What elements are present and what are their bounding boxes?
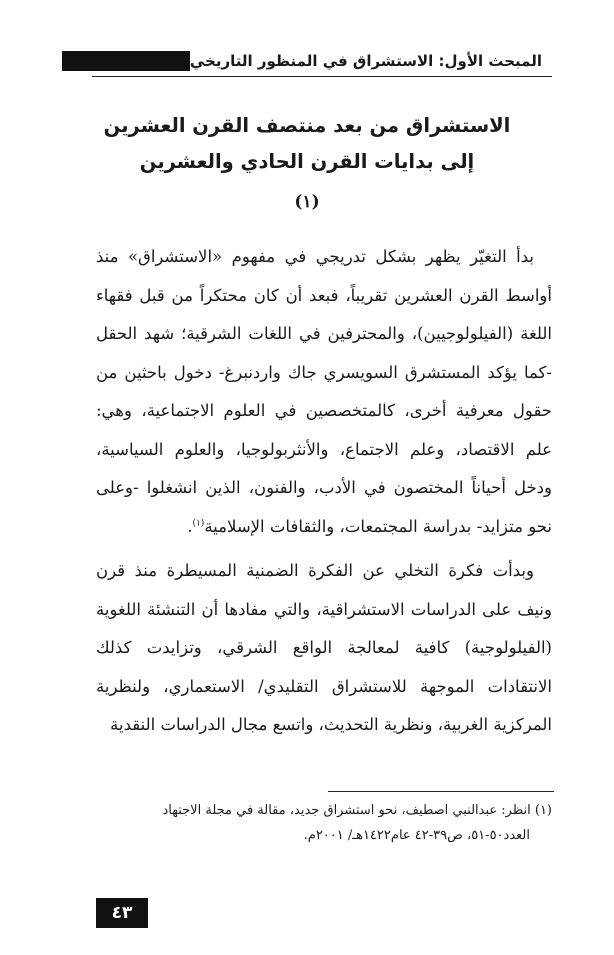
paragraph-1 (96, 238, 552, 546)
header-black-bar (62, 51, 190, 71)
paragraph-1-text: بدأ التغيّر يظهر بشكل تدريجي في مفهوم «الاستشراق» منذ أواسط القرن العشرين تقريباً، فبعد أن كان محتكراً من قبل فقهاء اللغة (الفيلولوجيين)، والمحترفين في اللغات الشرقية؛ شهد الحقل -كما يؤكد المستشرق السويسري جاك واردنبرغ- دخول باحثين من حقول معرفية أخرى، كالمتخصصين في العلوم الاجتماعية، وهي: علم الاقتصاد، وعلم الاجتماع، والأنثربولوجيا، والعلوم السياسية، ودخل أحياناً المختصون في الأدب، والفنون، الذين انشغلوا -وعلى نحو متزايد- بدراسة المجتمعات، والثقافات الإسلامية (96, 247, 552, 536)
section-title-line-1: الاستشراق من بعد منتصف القرن العشرين (103, 114, 511, 137)
section-title-line-2: إلى بدايات القرن الحادي والعشرين (139, 150, 475, 173)
page-number: ٤٣ (96, 898, 148, 928)
footnote-line-2: العدد٥٠-٥١، ص٣٩-٤٢ عام١٤٢٢هـ/ ٢٠٠١م. (303, 828, 530, 843)
section-number: (١) (294, 192, 320, 212)
footnote-line-1: (١) انظر: عبدالنبي اصطيف، نحو استشراق جديد، مقالة في مجلة الاجتهاد (162, 803, 552, 818)
footnote-divider (328, 791, 554, 792)
footnote (96, 798, 552, 848)
paragraph-1-end: . (187, 516, 193, 536)
paragraph-2: وبدأت فكرة التخلي عن الفكرة الضمنية المسيطرة منذ قرن ونيف على الدراسات الاستشراقية، والتي مفادها أن التنشئة اللغوية (الفيلولوجية) كافية لمعالجة الواقع الشرقي، وتزايدت كذلك الانتقادات الموجهة للاستشراق التقليدي/ الاستعماري، ولنظرية المركزية الغربية، ونظرية التحديث، واتسع مجال الدراسات النقدية (96, 561, 552, 734)
body-text (96, 238, 552, 745)
running-header-text: المبحث الأول: الاستشراق في المنظور التاريخي (189, 52, 542, 70)
footnote-reference[interactable]: (١) (192, 518, 205, 528)
running-header (92, 46, 552, 77)
